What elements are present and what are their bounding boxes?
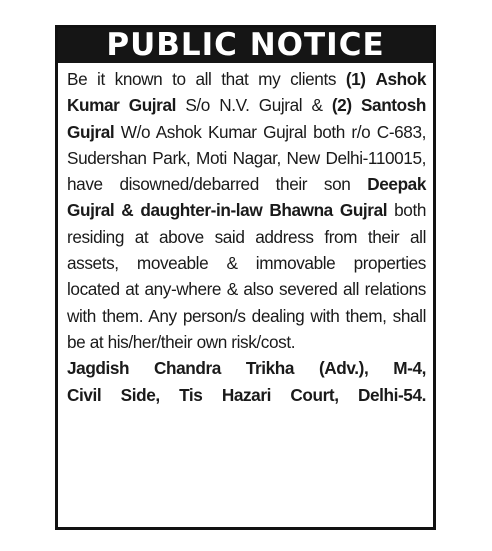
- public-notice-box: [55, 25, 436, 530]
- son-name: Deepak Gujral: [67, 174, 426, 221]
- client-2-number: (2): [331, 95, 352, 116]
- advocate-signature: [58, 355, 433, 408]
- relation-connector: & daughter-in-law: [114, 200, 270, 221]
- client-2-name: Santosh Gujral: [67, 95, 426, 142]
- notice-text-intro: Be it known to all that my clients: [67, 69, 346, 89]
- notice-title: PUBLIC NOTICE: [58, 28, 433, 63]
- client-1-name: Ashok Kumar Gujral: [67, 69, 426, 116]
- notice-text-closing: both residing at above said address from their all assets, moveable & immovable properties located at any-where & also severed all relations with them. Any person/s dealing with them, shall be at his/her/their own risk/cost.: [67, 200, 427, 352]
- signature-line-2: Civil Side, Tis Hazari Court, Delhi-54.: [67, 384, 426, 405]
- signature-line-1: Jagdish Chandra Trikha (Adv.), M-4,: [67, 358, 426, 379]
- daughter-in-law-name: Bhawna Gujral: [269, 200, 388, 221]
- notice-body: [58, 63, 433, 355]
- notice-text-address: W/o Ashok Kumar Gujral both r/o C-683, Sudershan Park, Moti Nagar, New Delhi-110015, have disowned/debarred their son: [67, 121, 426, 195]
- client-1-relation: S/o N.V. Gujral &: [176, 95, 332, 116]
- client-1-number: (1): [345, 69, 366, 89]
